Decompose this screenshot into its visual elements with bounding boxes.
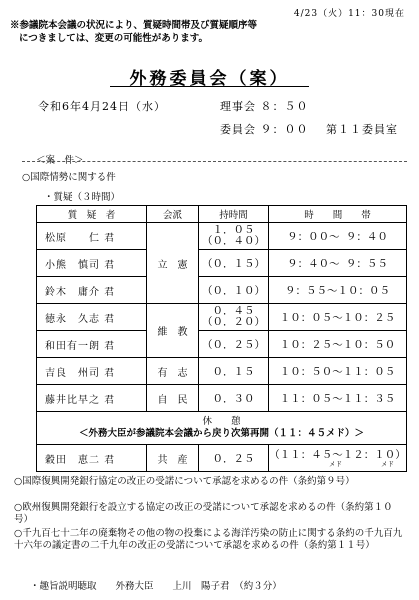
board-meeting-time: 理事会 ８：５０ [220,100,309,113]
time-slot: １０：５０～１１：０５ [269,358,407,385]
party-cell: 維 教 [147,304,199,358]
table-row [37,277,407,304]
party-cell: 共 産 [147,445,199,472]
page-title: 外務委員会（案） [129,69,290,89]
notice [10,19,257,45]
agenda-item-international-affairs: ○国際情勢に関する件 [22,172,116,183]
qa-heading: ・質疑（３時間） [44,192,121,203]
table-row [37,223,407,250]
recess-cell [37,412,407,445]
table-header-row [37,206,407,223]
medo-end: メド [381,460,394,468]
notice-line-1: ※参議院本会議の状況により、質疑時間帯及び質疑順序等 [10,20,258,31]
title-underline [110,86,309,87]
committee-room: 第１１委員室 [326,123,398,136]
allotted-time: ０．１５ [199,358,269,385]
allotted-time-sub: （０．４０） [202,235,265,247]
allotted-time: （０．１０） [199,277,269,304]
time-slot: ９：００～ ９：４０ [269,223,407,250]
allotted-time-total: １．０５ [212,224,255,236]
table-row [37,385,407,412]
time-slot: １０：２５～１０：５０ [269,331,407,358]
allotted-time: （０．１５） [199,250,269,277]
questioner-name: 小熊 慎司 君 [37,250,147,277]
recess-row [37,412,407,445]
time-slot-cell [269,445,407,472]
explanation-line: ・趣旨説明聴取 外務大臣 上川 陽子君 （約３分） [30,581,282,592]
time-slot: ９：４０～ ９：５５ [269,250,407,277]
questioner-name: 吉良 州司 君 [37,358,147,385]
allotted-time: （０．２５） [199,331,269,358]
time-slot: ９：５５～１０：０５ [269,277,407,304]
questioner-name: 鈴木 庸介 君 [37,277,147,304]
questioner-name: 藤井比早之 君 [37,385,147,412]
table-row [37,304,407,331]
medo-notes [269,461,406,467]
party-cell: 立 憲 [147,223,199,304]
questioner-name: 穀田 恵二 君 [37,445,147,472]
committee-meeting-time: 委員会 ９：００ [220,123,309,136]
time-slot: （１１：４５～１２：１０） [269,449,406,461]
bill-item-ebrd: ○欧州復興開発銀行を設立する協定の改正の受諾について承認を求めるの件（条約第１０号） [14,502,393,525]
agenda-divider [22,161,407,162]
as-of-timestamp: 4/23（火）11：30現在 [293,9,405,19]
notice-line-2: につきましては、変更の可能性があります。 [19,33,209,44]
col-party: 会派 [147,206,199,223]
table-row [37,331,407,358]
party-cell: 自 民 [147,385,199,412]
table-row [37,445,407,472]
allotted-time: ０．２５ [199,445,269,472]
bill-item-london-protocol: ○千九百七十二年の廃棄物その他の物の投棄による海洋汚染の防止に関する条約の千九百九十六年の議定書の二千九年の改正の受諾について承認を求めるの件（条約第１１号） [14,528,403,551]
questioner-name: 松原 仁 君 [37,223,147,250]
allotted-time [199,223,269,250]
bill-item-ibrd: ○国際復興開発銀行協定の改正の受諾について承認を求めるの件（条約第９号） [14,476,355,487]
allotted-time [199,304,269,331]
allotted-time-sub: （０．２０） [202,316,265,328]
party-cell: 有 志 [147,358,199,385]
agenda-heading: ＜案 件＞ [36,155,84,166]
time-slot: １０：０５～１０：２５ [269,304,407,331]
medo-start: メド [329,460,342,468]
col-time: 持時間 [199,206,269,223]
recess-label: 休 憩 [202,416,241,427]
col-slot: 時 間 帯 [269,206,407,223]
questioner-table [36,205,407,472]
time-slot: １１：０５～１１：３５ [269,385,407,412]
col-questioner: 質 疑 者 [37,206,147,223]
questioner-name: 和田有一朗 君 [37,331,147,358]
questioner-name: 徳永 久志 君 [37,304,147,331]
recess-note: ＜外務大臣が参議院本会議から戻り次第再開（１１：４５メド）＞ [78,428,364,439]
allotted-time: ０．３０ [199,385,269,412]
table-row [37,250,407,277]
table-row [37,358,407,385]
allotted-time-total: ０．４５ [212,305,255,317]
meeting-date: 令和6年4月24日（水） [38,100,166,113]
